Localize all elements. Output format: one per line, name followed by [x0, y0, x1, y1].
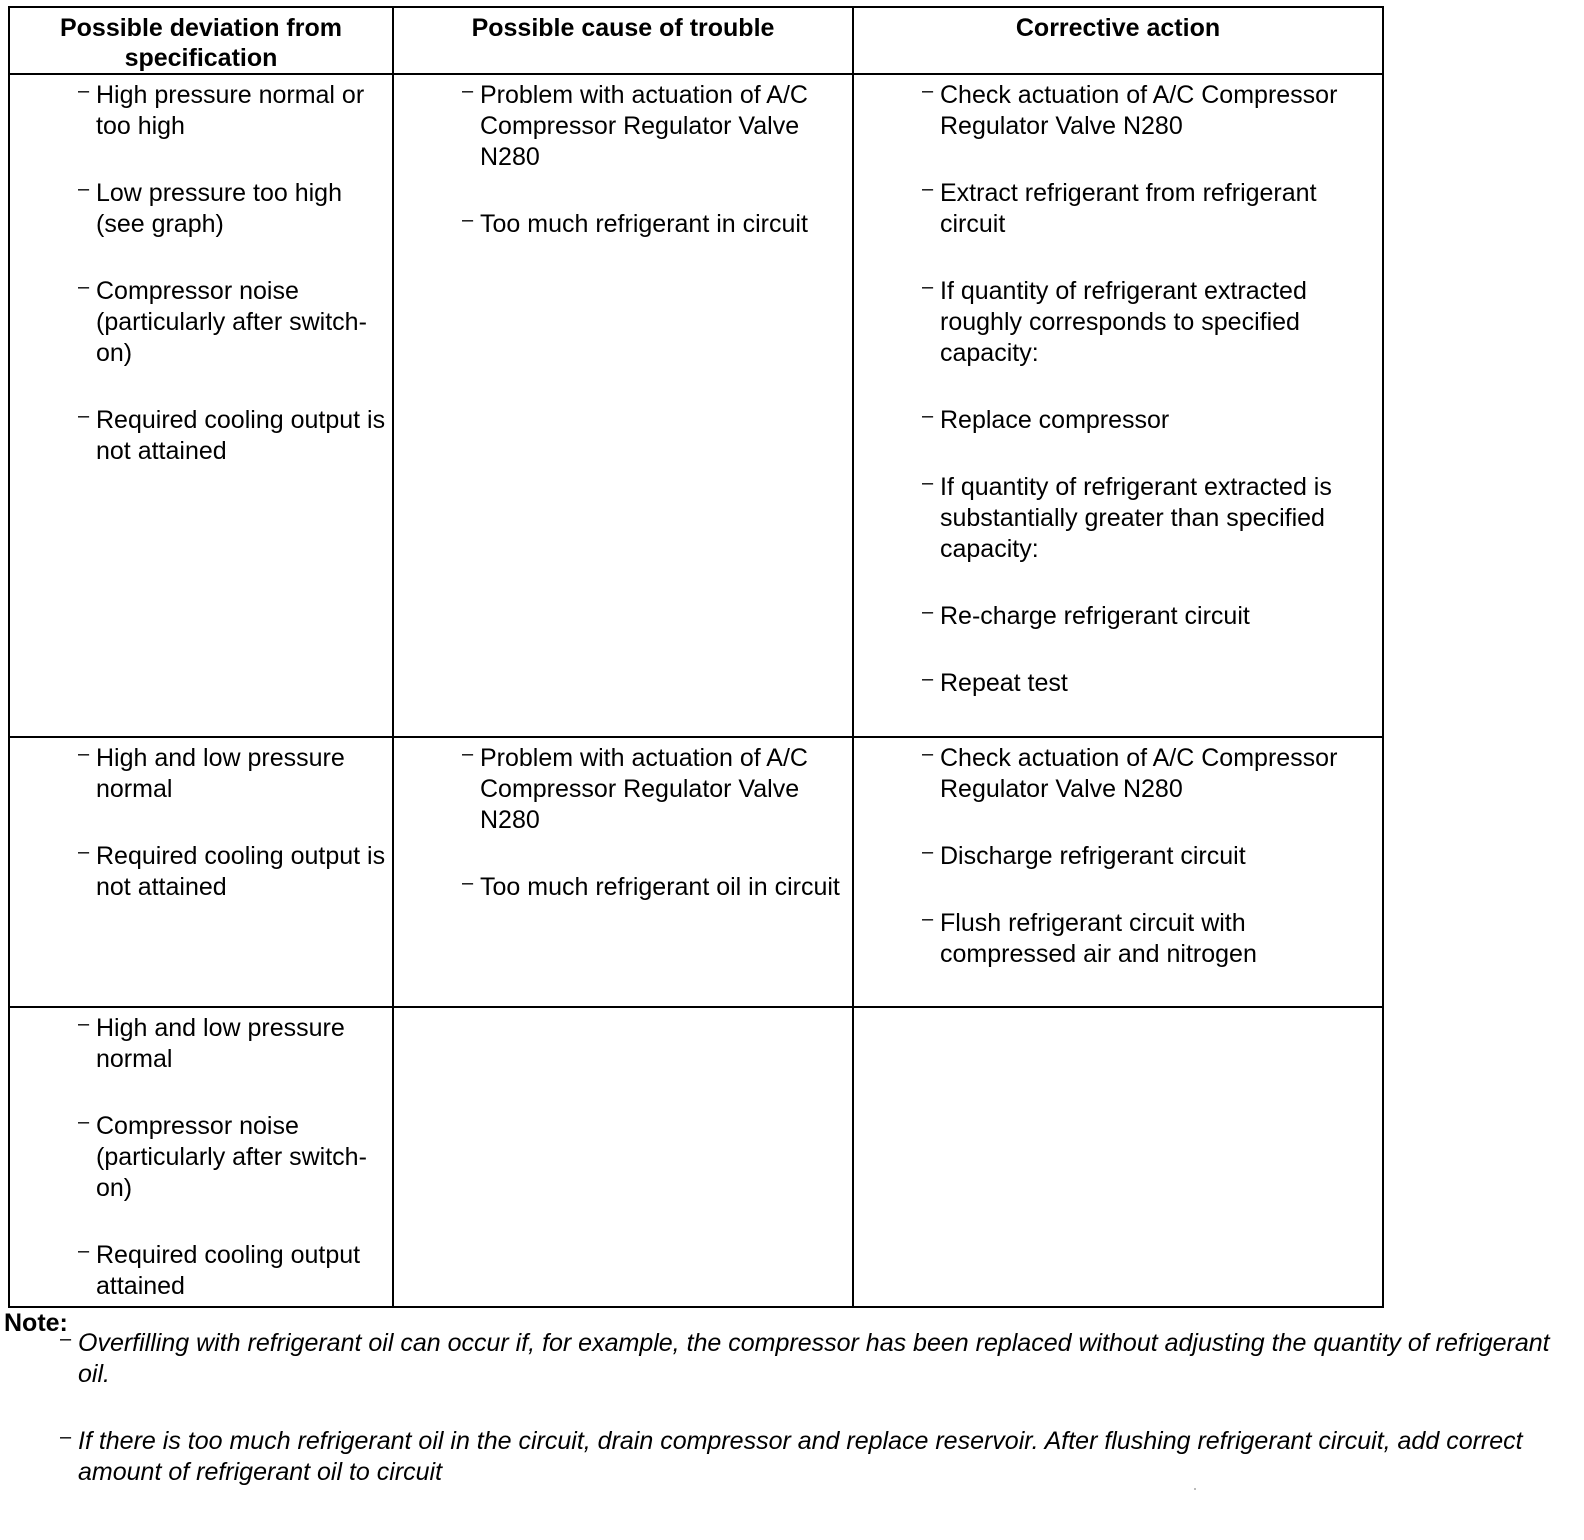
- list-item: – Re-charge refrigerant circuit: [922, 601, 1384, 632]
- dash-icon: –: [462, 80, 474, 102]
- scan-speck: [1194, 1488, 1196, 1490]
- table-row: [9, 74, 1383, 737]
- list-item: – Compressor noise (particularly after switch-on): [78, 276, 390, 369]
- deviation-list: [78, 1013, 390, 1338]
- list-item: – Too much refrigerant in circuit: [462, 209, 848, 240]
- dash-icon: –: [462, 743, 474, 765]
- note-item: – Overfilling with refrigerant oil can occur if, for example, the compressor has been replaced without adjusting the quantity of refrigerant oil.: [60, 1328, 1574, 1390]
- list-item: – High and low pressure normal: [78, 1013, 390, 1075]
- list-item: – If quantity of refrigerant extracted roughly corresponds to specified capacity:: [922, 276, 1384, 369]
- dash-icon: –: [78, 743, 90, 765]
- dash-icon: –: [922, 472, 934, 494]
- dash-icon: –: [922, 178, 934, 200]
- deviation-list: [78, 743, 390, 939]
- action-cell: [853, 1007, 1383, 1307]
- list-item: – Replace compressor: [922, 405, 1384, 436]
- list-item: – High pressure normal or too high: [78, 80, 390, 142]
- list-item: – Required cooling output attained: [78, 1240, 390, 1302]
- dash-icon: –: [922, 276, 934, 298]
- list-item: – Check actuation of A/C Compressor Regulator Valve N280: [922, 80, 1384, 142]
- list-item: – Extract refrigerant from refrigerant circuit: [922, 178, 1384, 240]
- dash-icon: –: [922, 668, 934, 690]
- note-item: – If there is too much refrigerant oil in the circuit, drain compressor and replace reservoir. After flushing refrigerant circuit, add correct amount of refrigerant oil to circuit: [60, 1426, 1574, 1488]
- cause-cell: [393, 1007, 853, 1307]
- cause-cell: [393, 737, 853, 1007]
- dash-icon: –: [462, 872, 474, 894]
- table-row: [9, 1007, 1383, 1307]
- dash-icon: –: [78, 178, 90, 200]
- action-list: [922, 80, 1384, 735]
- dash-icon: –: [60, 1426, 72, 1448]
- list-item: – If quantity of refrigerant extracted is substantially greater than specified capacity:: [922, 472, 1384, 565]
- list-item: – Repeat test: [922, 668, 1384, 699]
- dash-icon: –: [922, 405, 934, 427]
- cause-list: [462, 80, 848, 276]
- list-item: – Check actuation of A/C Compressor Regulator Valve N280: [922, 743, 1384, 805]
- list-item: – Compressor noise (particularly after switch-on): [78, 1111, 390, 1204]
- header-action: Corrective action: [853, 7, 1383, 74]
- list-item: – Flush refrigerant circuit with compressed air and nitrogen: [922, 908, 1384, 970]
- list-item: – Low pressure too high (see graph): [78, 178, 390, 240]
- action-cell: [853, 737, 1383, 1007]
- dash-icon: –: [78, 1111, 90, 1133]
- dash-icon: –: [78, 841, 90, 863]
- dash-icon: –: [78, 80, 90, 102]
- troubleshooting-table: [8, 6, 1384, 1308]
- dash-icon: –: [922, 908, 934, 930]
- dash-icon: –: [922, 80, 934, 102]
- list-item: – Too much refrigerant oil in circuit: [462, 872, 848, 903]
- action-list: [922, 743, 1384, 1006]
- header-row: [9, 7, 1383, 74]
- list-item: – Discharge refrigerant circuit: [922, 841, 1384, 872]
- list-item: – High and low pressure normal: [78, 743, 390, 805]
- dash-icon: –: [922, 841, 934, 863]
- header-deviation: Possible deviation from specification: [9, 7, 393, 74]
- note-list: [60, 1328, 1574, 1524]
- list-item: – Required cooling output is not attained: [78, 841, 390, 903]
- list-item: – Problem with actuation of A/C Compressor Regulator Valve N280: [462, 80, 848, 173]
- deviation-cell: [9, 737, 393, 1007]
- dash-icon: –: [78, 405, 90, 427]
- header-cause: Possible cause of trouble: [393, 7, 853, 74]
- note-section: [4, 1308, 1574, 1486]
- dash-icon: –: [922, 601, 934, 623]
- deviation-cell: [9, 1007, 393, 1307]
- dash-icon: –: [78, 276, 90, 298]
- action-cell: [853, 74, 1383, 737]
- dash-icon: –: [60, 1328, 72, 1350]
- table-row: [9, 737, 1383, 1007]
- deviation-list: [78, 80, 390, 503]
- list-item: – Problem with actuation of A/C Compressor Regulator Valve N280: [462, 743, 848, 836]
- dash-icon: –: [78, 1240, 90, 1262]
- note-title: Note:: [4, 1309, 68, 1337]
- cause-cell: [393, 74, 853, 737]
- list-item: – Required cooling output is not attained: [78, 405, 390, 467]
- dash-icon: –: [78, 1013, 90, 1035]
- dash-icon: –: [922, 743, 934, 765]
- dash-icon: –: [462, 209, 474, 231]
- cause-list: [462, 743, 848, 939]
- deviation-cell: [9, 74, 393, 737]
